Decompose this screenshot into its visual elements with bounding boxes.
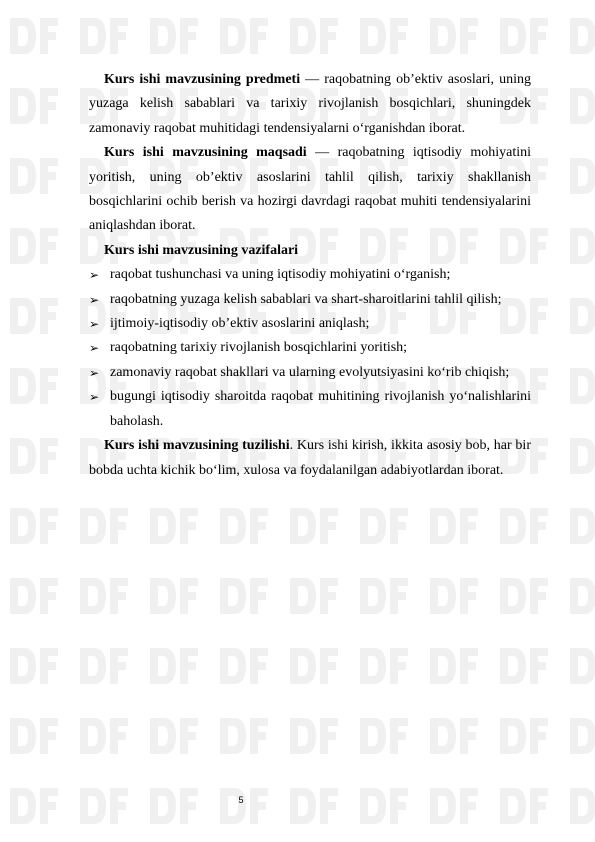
watermark-logo-icon [146, 14, 202, 58]
watermark-logo-icon [356, 714, 412, 758]
vazifalar-heading: Kurs ishi mavzusining vazifalari [104, 242, 299, 258]
watermark-logo-icon [6, 294, 62, 338]
watermark-logo-icon [76, 574, 132, 618]
watermark-logo-icon [566, 784, 595, 828]
vazifalar-list [89, 263, 531, 434]
watermark-logo-icon [496, 784, 552, 828]
watermark-logo-icon [426, 14, 482, 58]
watermark-logo-icon [356, 14, 412, 58]
watermark-logo-icon [6, 784, 62, 828]
document-body [89, 68, 531, 483]
watermark-logo-icon [496, 14, 552, 58]
watermark-logo-icon [216, 644, 272, 688]
watermark-logo-icon [426, 574, 482, 618]
list-item-text: bugungi iqtisodiy sharoitda raqobat muhitining rivojlanish yo‘nalishlarini baholash. [110, 389, 531, 429]
watermark-logo-icon [496, 504, 552, 548]
watermark-logo-icon [286, 504, 342, 548]
watermark-logo-icon [76, 784, 132, 828]
list-item-text: ijtimoiy-iqtisodiy ob’ektiv asoslarini aniqlash; [110, 316, 370, 332]
watermark-logo-icon [216, 574, 272, 618]
watermark-logo-icon [216, 14, 272, 58]
predmet-paragraph [89, 68, 531, 141]
watermark-logo-icon [286, 714, 342, 758]
watermark-logo-icon [6, 434, 62, 478]
watermark-logo-icon [216, 784, 272, 828]
watermark-logo-icon [76, 644, 132, 688]
list-item [89, 361, 531, 385]
arrowhead-bullet-icon: ➢ [89, 292, 100, 307]
watermark-logo-icon [286, 644, 342, 688]
watermark-logo-icon [356, 784, 412, 828]
watermark-logo-icon [146, 714, 202, 758]
list-item-text: raqobatning tarixiy rivojlanish bosqichlarini yoritish; [110, 340, 408, 356]
list-item [89, 312, 531, 336]
watermark-logo-icon [426, 714, 482, 758]
watermark-logo-icon [216, 504, 272, 548]
tuzilishi-paragraph [89, 434, 531, 483]
watermark-logo-icon [6, 364, 62, 408]
list-item [89, 263, 531, 287]
predmet-text: — raqobatning ob’ektiv asoslari, uning yuzaga kelish sabablari va tarixiy rivojlanish bosqichlari, shuningdek zamonaviy raqobat muhitidagi tendensiyalarni o‘rganishdan iborat. [89, 72, 531, 136]
watermark-logo-icon [426, 504, 482, 548]
watermark-logo-icon [76, 14, 132, 58]
list-item-text: raqobat tushunchasi va uning iqtisodiy mohiyatini o‘rganish; [110, 267, 451, 283]
list-item-text: zamonaviy raqobat shakllari va ularning evolyutsiyasini ko‘rib chiqish; [110, 364, 510, 380]
watermark-logo-icon [6, 504, 62, 548]
arrowhead-bullet-icon: ➢ [89, 268, 100, 283]
arrowhead-bullet-icon: ➢ [89, 341, 100, 356]
watermark-logo-icon [566, 644, 595, 688]
watermark-logo-icon [146, 644, 202, 688]
tuzilishi-label: Kurs ishi mavzusining tuzilishi [104, 438, 290, 454]
watermark-logo-icon [566, 714, 595, 758]
watermark-logo-icon [566, 434, 595, 478]
arrowhead-bullet-icon: ➢ [89, 365, 100, 380]
maqsad-label: Kurs ishi mavzusining maqsadi [104, 145, 307, 161]
watermark-logo-icon [6, 714, 62, 758]
watermark-logo-icon [566, 14, 595, 58]
watermark-logo-icon [356, 574, 412, 618]
page-number: 5 [238, 795, 244, 805]
watermark-logo-icon [286, 784, 342, 828]
watermark-logo-icon [286, 574, 342, 618]
maqsad-paragraph [89, 141, 531, 239]
watermark-logo-icon [216, 714, 272, 758]
watermark-logo-icon [76, 504, 132, 548]
watermark-logo-icon [566, 504, 595, 548]
watermark-logo-icon [146, 784, 202, 828]
watermark-logo-icon [76, 714, 132, 758]
list-item-text: raqobatning yuzaga kelish sabablari va shart-sharoitlarini tahlil qilish; [110, 291, 502, 307]
watermark-logo-icon [6, 224, 62, 268]
watermark-logo-icon [496, 574, 552, 618]
watermark-logo-icon [566, 574, 595, 618]
predmet-label: Kurs ishi mavzusining predmeti [104, 72, 301, 87]
watermark-logo-icon [566, 84, 595, 128]
watermark-logo-icon [6, 154, 62, 198]
watermark-logo-icon [6, 84, 62, 128]
watermark-logo-icon [146, 574, 202, 618]
watermark-logo-icon [566, 154, 595, 198]
arrowhead-bullet-icon: ➢ [89, 317, 100, 332]
tuzilishi-text: . Kurs ishi kirish, ikkita asosiy bob, har bir bobda uchta kichik bo‘lim, xulosa va foydalanilgan adabiyotlardan iborat. [89, 438, 531, 478]
watermark-logo-icon [496, 714, 552, 758]
watermark-logo-icon [146, 504, 202, 548]
arrowhead-bullet-icon: ➢ [89, 390, 100, 405]
watermark-logo-icon [426, 784, 482, 828]
watermark-logo-icon [356, 504, 412, 548]
watermark-logo-icon [496, 644, 552, 688]
list-item [89, 336, 531, 360]
watermark-logo-icon [6, 574, 62, 618]
watermark-logo-icon [356, 644, 412, 688]
watermark-logo-icon [6, 14, 62, 58]
list-item [89, 288, 531, 312]
maqsad-text: — raqobatning iqtisodiy mohiyatini yoritish, uning ob’ektiv asoslarini tahlil qilish, tarixiy shakllanish bosqichlarini ochib berish va hozirgi davrdagi raqobat muhiti tendensiyalarini aniqlashdan iborat. [89, 145, 531, 234]
watermark-logo-icon [566, 364, 595, 408]
list-item [89, 385, 531, 434]
watermark-logo-icon [566, 224, 595, 268]
watermark-logo-icon [6, 644, 62, 688]
watermark-logo-icon [566, 294, 595, 338]
watermark-logo-icon [426, 644, 482, 688]
watermark-logo-icon [286, 14, 342, 58]
